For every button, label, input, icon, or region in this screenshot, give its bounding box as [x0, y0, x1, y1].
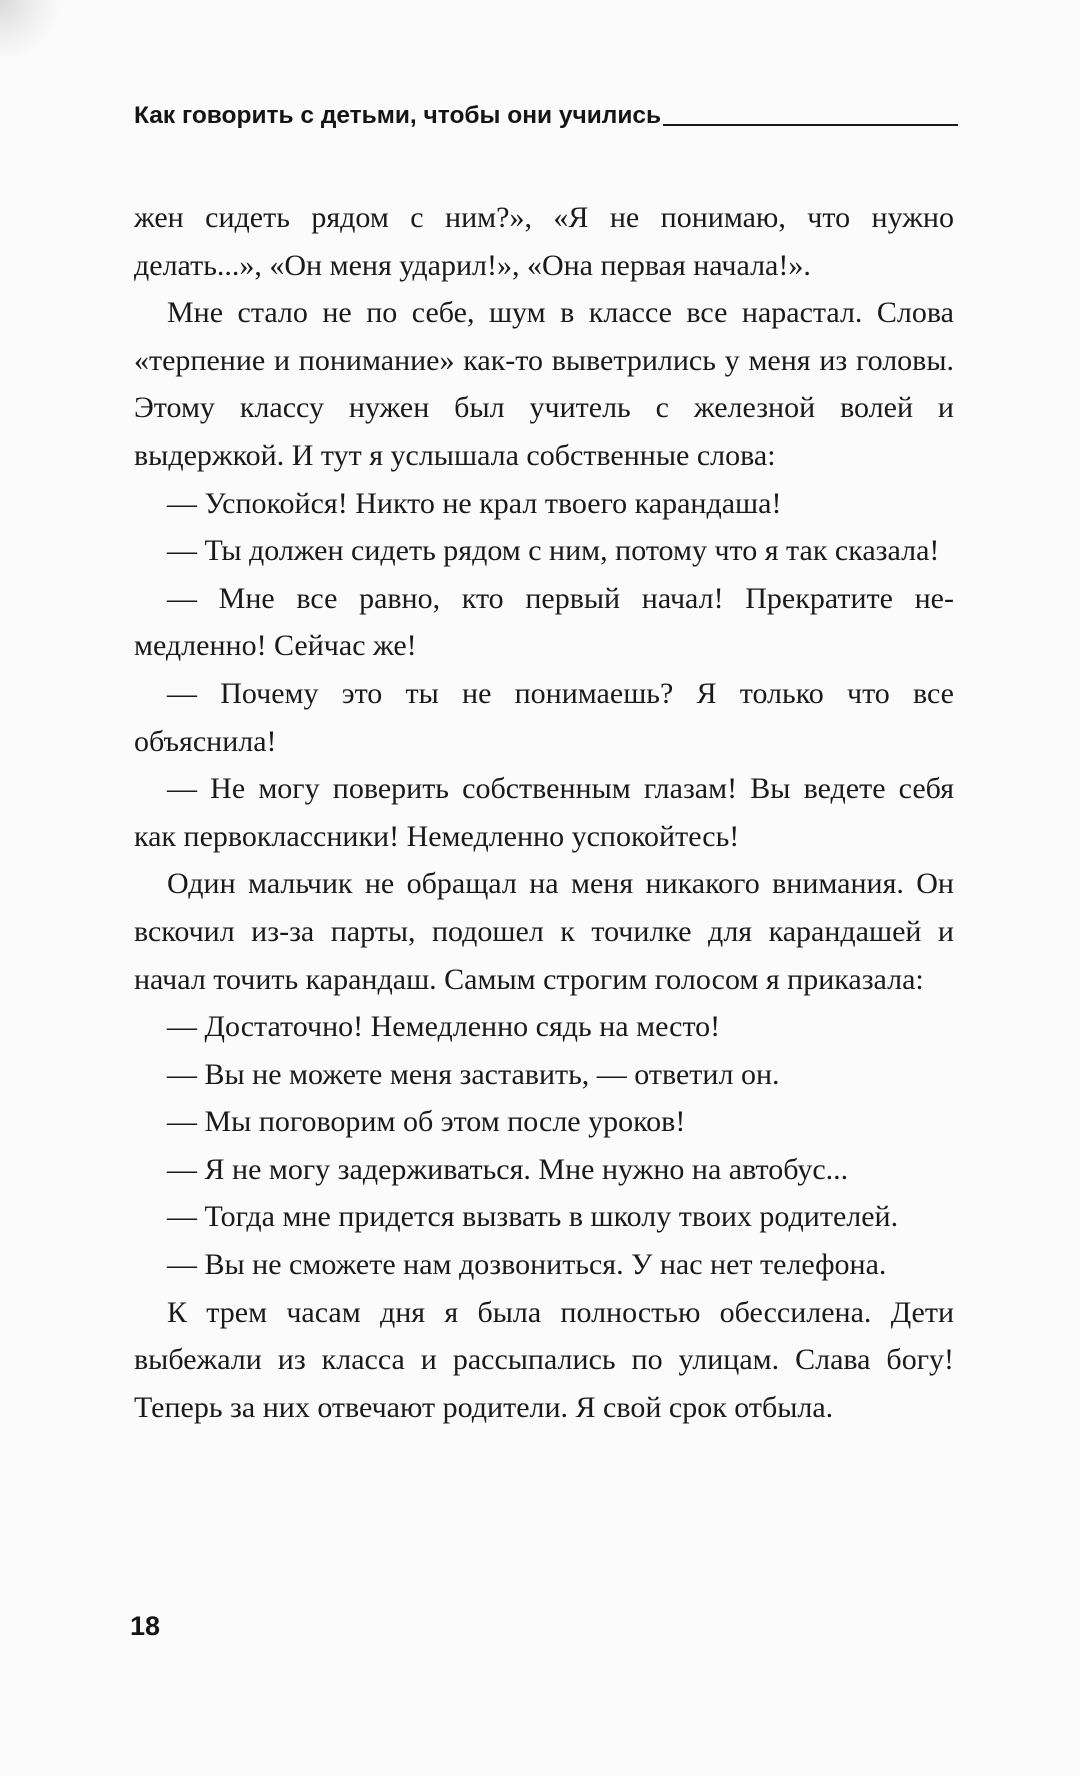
- dialogue-line: — Успокойся! Никто не крал твоего карандаша!: [167, 486, 782, 520]
- page-corner-shadow: [0, 0, 70, 70]
- dialogue-line: — Вы не сможете нам дозвониться. У нас нет телефона.: [167, 1248, 887, 1282]
- dialogue-line: — Вы не можете меня заставить, — ответил он.: [167, 1057, 780, 1091]
- header-rule: [663, 124, 958, 126]
- paragraph: Один мальчик не обращал на меня никакого внимания. Он вскочил из-за парты, подошел к точилке для карандашей и начал точить карандаш. Самым строгим голосом я приказала:: [134, 867, 954, 996]
- dialogue-line: — Ты должен сидеть рядом с ним, потому что я так сказала!: [167, 534, 940, 568]
- paragraph: Мне стало не по себе, шум в классе все нарастал. Слова «терпение и понимание» как-то выветрились у меня из головы. Этому классу нужен был учитель с железной волей и выдержкой. И тут я услышала собственные слова:: [134, 296, 954, 472]
- running-head: [134, 100, 958, 132]
- dialogue-line: — Не могу поверить собственным глазам! Вы ведете себя как первоклассники! Немедленно успокойтесь!: [134, 772, 954, 853]
- paragraph: жен сидеть рядом с ним?», «Я не понимаю, что нужно делать...», «Он меня ударил!», «Она первая начала!».: [134, 201, 954, 282]
- paragraph: К трем часам дня я была полностью обессилена. Дети выбежали из класса и рассыпались по улицам. Слава богу! Теперь за них отвечают родители. Я свой срок отбыла.: [134, 1295, 954, 1424]
- dialogue-line: — Мы поговорим об этом после уроков!: [167, 1105, 686, 1139]
- dialogue-line: — Почему это ты не понимаешь? Я только что все объяснила!: [134, 676, 954, 758]
- dialogue-line: — Я не могу задерживаться. Мне нужно на автобус...: [167, 1152, 849, 1186]
- dialogue-line: — Тогда мне придется вызвать в школу твоих родителей.: [167, 1200, 899, 1234]
- dialogue-line: — Достаточно! Немедленно сядь на место!: [167, 1010, 721, 1044]
- dialogue-line: — Мне все равно, кто первый начал! Прекратите немедленно! Сейчас же!: [134, 581, 954, 663]
- page-number: 18: [130, 1611, 161, 1641]
- body-text: [134, 194, 954, 1431]
- running-title: Как говорить с детьми, чтобы они учились: [134, 102, 662, 129]
